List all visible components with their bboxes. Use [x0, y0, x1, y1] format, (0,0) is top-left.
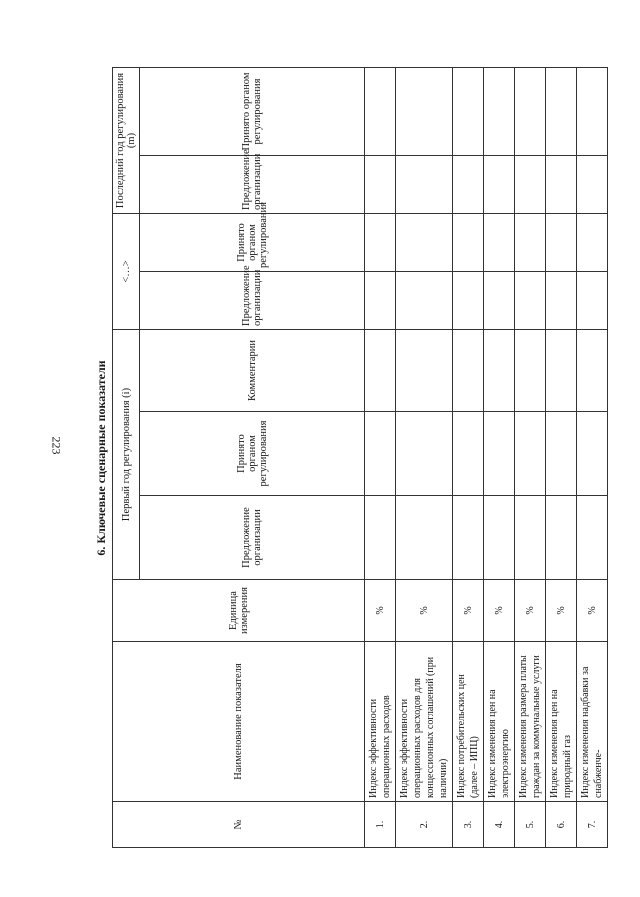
indicators-table: [112, 67, 608, 848]
cell: [484, 412, 515, 496]
cell: [577, 496, 608, 580]
cell: [365, 271, 396, 329]
cell: [515, 329, 546, 411]
header-comments: Комментарии: [140, 329, 365, 411]
row-name: Индекс эффективности операционных расходов: [365, 642, 396, 802]
table-row: [515, 67, 546, 847]
header-first-regulator: Принято органом регулирования: [140, 412, 365, 496]
cell: [515, 271, 546, 329]
row-num: 7.: [577, 802, 608, 848]
cell: [546, 213, 577, 271]
cell: [546, 496, 577, 580]
cell: [396, 67, 453, 155]
header-first-org-proposal: Предложение организации: [140, 496, 365, 580]
cell: [396, 213, 453, 271]
cell: [484, 155, 515, 213]
row-name: Индекс изменения цен на электроэнергию: [484, 642, 515, 802]
row-unit: %: [484, 580, 515, 642]
cell: [365, 329, 396, 411]
cell: [365, 213, 396, 271]
cell: [453, 67, 484, 155]
cell: [577, 412, 608, 496]
cell: [577, 213, 608, 271]
row-unit: %: [365, 580, 396, 642]
header-name: Наименование показателя: [113, 642, 365, 802]
cell: [546, 155, 577, 213]
header-first-year: Первый год регулирования (i): [113, 329, 140, 579]
table-row: [577, 67, 608, 847]
cell: [396, 496, 453, 580]
header-num: №: [113, 802, 365, 848]
header-unit: Единица измерения: [113, 580, 365, 642]
cell: [515, 412, 546, 496]
cell: [484, 329, 515, 411]
row-num: 5.: [515, 802, 546, 848]
cell: [546, 271, 577, 329]
cell: [396, 412, 453, 496]
section-title: 6. Ключевые сценарные показатели: [94, 360, 108, 556]
header-ellipsis: <…>: [113, 213, 140, 329]
rotated-content: [90, 68, 604, 848]
cell: [515, 496, 546, 580]
row-num: 2.: [396, 802, 453, 848]
table-row: [546, 67, 577, 847]
table-row: [453, 67, 484, 847]
cell: [365, 496, 396, 580]
row-num: 1.: [365, 802, 396, 848]
cell: [484, 213, 515, 271]
table-row: [484, 67, 515, 847]
cell: [515, 213, 546, 271]
row-name: Индекс эффективности операционных расходов для концессионных соглашений (при наличии): [396, 642, 453, 802]
cell: [453, 271, 484, 329]
row-unit: %: [577, 580, 608, 642]
row-name: Индекс изменения цен на природный газ: [546, 642, 577, 802]
cell: [453, 155, 484, 213]
cell: [365, 155, 396, 213]
cell: [396, 271, 453, 329]
row-name: Индекс изменения надбавки за снабженче-: [577, 642, 608, 802]
cell: [453, 213, 484, 271]
cell: [577, 271, 608, 329]
header-last-regulator: Принято органом регулирования: [140, 67, 365, 155]
cell: [577, 67, 608, 155]
header-ellipsis-regulator: Принято органом регулирования: [140, 213, 365, 271]
row-unit: %: [515, 580, 546, 642]
row-name: Индекс изменения размера платы граждан за коммунальные услуги: [515, 642, 546, 802]
row-unit: %: [453, 580, 484, 642]
row-num: 3.: [453, 802, 484, 848]
header-last-org-proposal: Предложение организации: [140, 155, 365, 213]
header-last-year: Последний год регулирования (m): [113, 67, 140, 213]
cell: [365, 67, 396, 155]
cell: [484, 67, 515, 155]
cell: [546, 329, 577, 411]
cell: [484, 496, 515, 580]
cell: [515, 67, 546, 155]
cell: [365, 412, 396, 496]
header-ellipsis-org-proposal: Предложение организации: [140, 271, 365, 329]
cell: [515, 155, 546, 213]
page-number: 223: [49, 436, 64, 455]
cell: [453, 496, 484, 580]
row-unit: %: [546, 580, 577, 642]
cell: [577, 155, 608, 213]
row-name: Индекс потребительских цен (далее – ИПЦ): [453, 642, 484, 802]
table-row: [365, 67, 396, 847]
row-num: 4.: [484, 802, 515, 848]
cell: [577, 329, 608, 411]
cell: [546, 412, 577, 496]
cell: [453, 329, 484, 411]
table-row: [396, 67, 453, 847]
cell: [453, 412, 484, 496]
row-num: 6.: [546, 802, 577, 848]
cell: [546, 67, 577, 155]
row-unit: %: [396, 580, 453, 642]
cell: [484, 271, 515, 329]
cell: [396, 329, 453, 411]
cell: [396, 155, 453, 213]
